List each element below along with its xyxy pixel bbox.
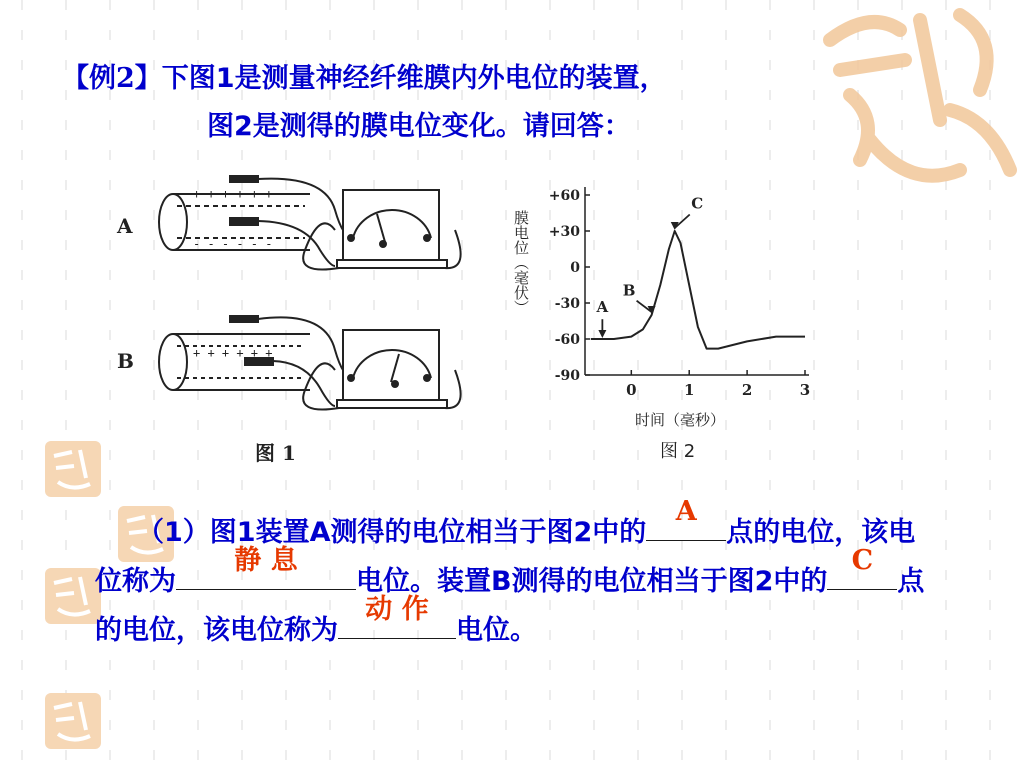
device-b [159,316,461,410]
figure1-label-a: A [117,214,133,238]
question-block [95,496,935,655]
question-part4: 点的电位，该电位称为 [95,566,925,646]
answer-4: 动 作 [365,594,429,625]
figure1-apparatus [105,170,475,470]
question-part3: 电位。装置B测得的电位相当于图2中的 [356,566,828,597]
annotation-label-b: B [622,281,636,300]
question-part1: 图1装置A测得的电位相当于图2中的 [209,517,647,548]
question-part2: 点的电位，该电位称为 [95,517,916,597]
device-a-plus-charges: + + + + + + [193,187,273,201]
answer-2: 静 息 [234,545,298,576]
y-tick-label: -90 [554,368,580,384]
figure1-label-b: B [117,349,134,373]
y-tick-label: -60 [554,332,580,348]
device-a-minus-charges: - - - - - - [193,237,273,251]
annotation-label-a: A [596,298,609,316]
answer-3: C [851,545,874,576]
x-tick-label: 3 [799,381,811,399]
title-line1: 下图1是测量神经纤维膜内外电位的装置， [161,63,667,94]
annotation-label-c: C [691,194,704,213]
decorative-seal-small-1 [42,438,104,500]
answer-1: A [675,496,697,527]
figure2-membrane-potential-chart [505,175,825,465]
figure2-caption: 图 2 [660,441,696,462]
figure2-ylabel: 膜电位（毫伏） [512,210,530,315]
device-b-mixed-charges: + + + + + + [193,346,273,360]
question-part5: 电位。 [456,615,537,646]
annotation-arrowhead-a [598,330,606,338]
answer-blank-1[interactable] [646,496,726,541]
x-tick-label: 1 [683,381,695,399]
title-line2: 图2是测得的膜电位变化。请回答： [207,111,631,142]
y-tick-label: +30 [548,224,580,240]
decorative-seal-small-4 [42,690,104,752]
example-tag: 【例2】 [62,63,162,94]
answer-blank-2[interactable] [176,545,356,590]
answer-blank-3[interactable] [827,545,897,590]
question-prefix: （1） [137,517,210,548]
x-tick-label: 0 [626,381,637,399]
annotation-arrow-c [675,215,690,229]
y-tick-label: +60 [548,188,580,204]
y-tick-label: 0 [570,260,580,276]
figure1-caption: 图 1 [255,441,296,465]
figure2-xlabel: 时间（毫秒） [635,411,726,429]
y-tick-label: -30 [554,296,580,312]
answer-blank-4[interactable] [338,594,456,639]
x-tick-label: 2 [741,381,753,399]
problem-title [62,55,942,151]
